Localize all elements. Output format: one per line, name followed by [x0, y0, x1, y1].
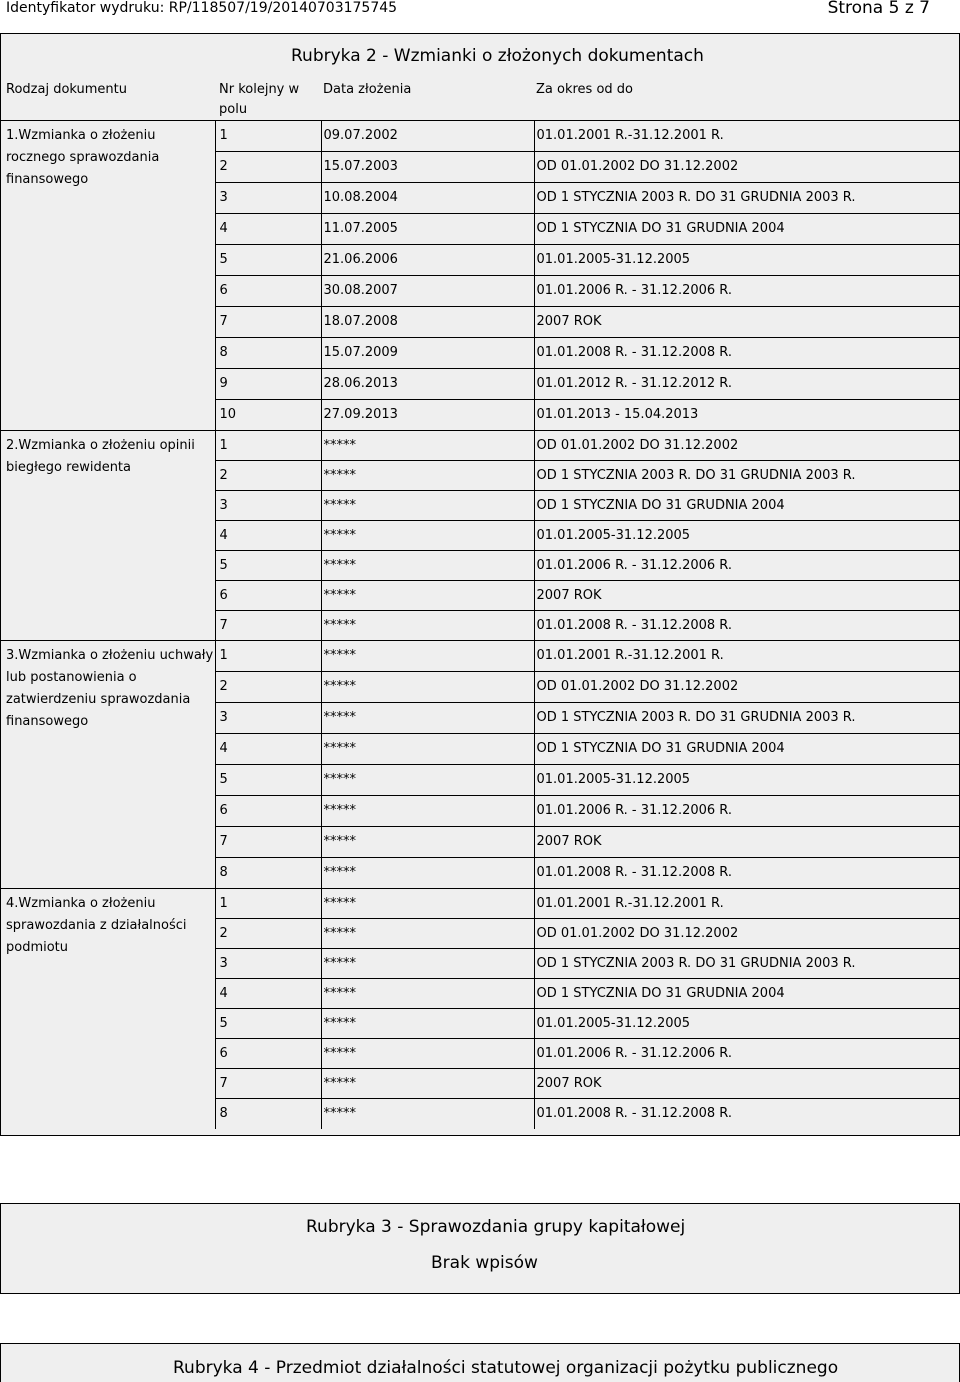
period-range: OD 1 STYCZNIA 2003 R. DO 31 GRUDNIA 2003 R. — [534, 949, 959, 979]
row-number: 5 — [215, 551, 321, 581]
row-number: 2 — [215, 919, 321, 949]
row-number: 6 — [215, 581, 321, 611]
row-number: 1 — [215, 121, 321, 152]
submission-date: ***** — [321, 734, 534, 765]
document-type: 1.Wzmianka o złożeniu rocznego sprawozdania finansowego — [1, 121, 215, 431]
period-range: 01.01.2006 R. - 31.12.2006 R. — [534, 276, 959, 307]
row-number: 8 — [215, 858, 321, 889]
period-range: 2007 ROK — [534, 1069, 959, 1099]
row-number: 3 — [215, 703, 321, 734]
period-range: 01.01.2005-31.12.2005 — [534, 245, 959, 276]
row-number: 7 — [215, 307, 321, 338]
period-range: 01.01.2012 R. - 31.12.2012 R. — [534, 369, 959, 400]
document-type: 3.Wzmianka o złożeniu uchwały lub postanowienia o zatwierdzeniu sprawozdania finansowego — [1, 641, 215, 889]
submission-date: ***** — [321, 796, 534, 827]
row-number: 2 — [215, 461, 321, 491]
submission-date: ***** — [321, 827, 534, 858]
row-number: 5 — [215, 765, 321, 796]
rubryka-3-title: Rubryka 3 - Sprawozdania grupy kapitałowej — [306, 1217, 686, 1237]
period-range: 01.01.2005-31.12.2005 — [534, 521, 959, 551]
period-range: 01.01.2006 R. - 31.12.2006 R. — [534, 796, 959, 827]
period-range: OD 01.01.2002 DO 31.12.2002 — [534, 672, 959, 703]
table-header-row — [1, 74, 959, 121]
row-number: 3 — [215, 949, 321, 979]
submission-date: 21.06.2006 — [321, 245, 534, 276]
document-type: 4.Wzmianka o złożeniu sprawozdania z działalności podmiotu — [1, 889, 215, 1129]
rubryka-3-value: Brak wpisów — [431, 1253, 538, 1273]
period-range: OD 1 STYCZNIA DO 31 GRUDNIA 2004 — [534, 491, 959, 521]
submission-date: ***** — [321, 551, 534, 581]
row-number: 6 — [215, 796, 321, 827]
row-number: 1 — [215, 641, 321, 672]
submission-date: ***** — [321, 491, 534, 521]
submission-date: 11.07.2005 — [321, 214, 534, 245]
submission-date: ***** — [321, 611, 534, 641]
rubryka-4-title: Rubryka 4 - Przedmiot działalności statutowej organizacji pożytku publicznego — [173, 1358, 839, 1378]
row-number: 7 — [215, 611, 321, 641]
submission-date: ***** — [321, 461, 534, 491]
period-range: OD 1 STYCZNIA 2003 R. DO 31 GRUDNIA 2003 R. — [534, 183, 959, 214]
submission-date: ***** — [321, 581, 534, 611]
row-number: 4 — [215, 734, 321, 765]
period-range: OD 01.01.2002 DO 31.12.2002 — [534, 919, 959, 949]
row-number: 10 — [215, 400, 321, 431]
submission-date: ***** — [321, 1039, 534, 1069]
rubryka-3-section — [0, 1203, 960, 1294]
row-number: 2 — [215, 672, 321, 703]
row-number: 7 — [215, 1069, 321, 1099]
period-range: 01.01.2013 - 15.04.2013 — [534, 400, 959, 431]
period-range: 01.01.2001 R.-31.12.2001 R. — [534, 121, 959, 152]
column-header-type: Rodzaj dokumentu — [6, 82, 127, 97]
row-number: 7 — [215, 827, 321, 858]
submission-date: 30.08.2007 — [321, 276, 534, 307]
submission-date: ***** — [321, 703, 534, 734]
page-number: Strona 5 z 7 — [827, 0, 930, 18]
submission-date: ***** — [321, 431, 534, 461]
period-range: 01.01.2008 R. - 31.12.2008 R. — [534, 338, 959, 369]
column-header-range: Za okres od do — [536, 82, 633, 97]
submission-date: 09.07.2002 — [321, 121, 534, 152]
submission-date: ***** — [321, 949, 534, 979]
period-range: 01.01.2008 R. - 31.12.2008 R. — [534, 1099, 959, 1129]
period-range: 01.01.2006 R. - 31.12.2006 R. — [534, 551, 959, 581]
print-identifier: Identyfikator wydruku: RP/118507/19/20140703175745 — [6, 0, 398, 16]
row-number: 2 — [215, 152, 321, 183]
submission-date: ***** — [321, 641, 534, 672]
period-range: OD 1 STYCZNIA 2003 R. DO 31 GRUDNIA 2003 R. — [534, 461, 959, 491]
row-number: 6 — [215, 1039, 321, 1069]
documents-table — [1, 74, 959, 1129]
rubryka-2-title: Rubryka 2 - Wzmianki o złożonych dokumentach — [291, 46, 704, 66]
table-row — [1, 889, 959, 919]
table-row — [1, 121, 959, 152]
submission-date: ***** — [321, 889, 534, 919]
submission-date: ***** — [321, 521, 534, 551]
period-range: OD 01.01.2002 DO 31.12.2002 — [534, 152, 959, 183]
period-range: 01.01.2005-31.12.2005 — [534, 765, 959, 796]
period-range: 01.01.2005-31.12.2005 — [534, 1009, 959, 1039]
submission-date: ***** — [321, 1009, 534, 1039]
period-range: 01.01.2008 R. - 31.12.2008 R. — [534, 858, 959, 889]
submission-date: ***** — [321, 672, 534, 703]
rubryka-4-section — [0, 1343, 960, 1382]
row-number: 4 — [215, 521, 321, 551]
row-number: 8 — [215, 1099, 321, 1129]
period-range: 01.01.2006 R. - 31.12.2006 R. — [534, 1039, 959, 1069]
period-range: 2007 ROK — [534, 307, 959, 338]
row-number: 1 — [215, 889, 321, 919]
period-range: OD 1 STYCZNIA 2003 R. DO 31 GRUDNIA 2003 R. — [534, 703, 959, 734]
row-number: 1 — [215, 431, 321, 461]
row-number: 4 — [215, 214, 321, 245]
period-range: 2007 ROK — [534, 581, 959, 611]
table-row — [1, 641, 959, 672]
submission-date: ***** — [321, 919, 534, 949]
submission-date: 18.07.2008 — [321, 307, 534, 338]
document-type: 2.Wzmianka o złożeniu opinii biegłego rewidenta — [1, 431, 215, 641]
column-header-date: Data złożenia — [323, 82, 412, 97]
period-range: 2007 ROK — [534, 827, 959, 858]
row-number: 5 — [215, 245, 321, 276]
table-row — [1, 431, 959, 461]
row-number: 4 — [215, 979, 321, 1009]
submission-date: ***** — [321, 979, 534, 1009]
row-number: 5 — [215, 1009, 321, 1039]
submission-date: ***** — [321, 765, 534, 796]
submission-date: 27.09.2013 — [321, 400, 534, 431]
row-number: 6 — [215, 276, 321, 307]
period-range: OD 01.01.2002 DO 31.12.2002 — [534, 431, 959, 461]
row-number: 3 — [215, 491, 321, 521]
period-range: OD 1 STYCZNIA DO 31 GRUDNIA 2004 — [534, 979, 959, 1009]
period-range: 01.01.2001 R.-31.12.2001 R. — [534, 641, 959, 672]
period-range: 01.01.2008 R. - 31.12.2008 R. — [534, 611, 959, 641]
submission-date: 10.08.2004 — [321, 183, 534, 214]
submission-date: 15.07.2003 — [321, 152, 534, 183]
period-range: OD 1 STYCZNIA DO 31 GRUDNIA 2004 — [534, 734, 959, 765]
submission-date: ***** — [321, 1069, 534, 1099]
period-range: OD 1 STYCZNIA DO 31 GRUDNIA 2004 — [534, 214, 959, 245]
row-number: 8 — [215, 338, 321, 369]
submission-date: ***** — [321, 1099, 534, 1129]
period-range: 01.01.2001 R.-31.12.2001 R. — [534, 889, 959, 919]
submission-date: 15.07.2009 — [321, 338, 534, 369]
submission-date: 28.06.2013 — [321, 369, 534, 400]
rubryka-2-section — [0, 33, 960, 1136]
column-header-nr: Nr kolejny w polu — [219, 82, 300, 117]
row-number: 9 — [215, 369, 321, 400]
submission-date: ***** — [321, 858, 534, 889]
row-number: 3 — [215, 183, 321, 214]
